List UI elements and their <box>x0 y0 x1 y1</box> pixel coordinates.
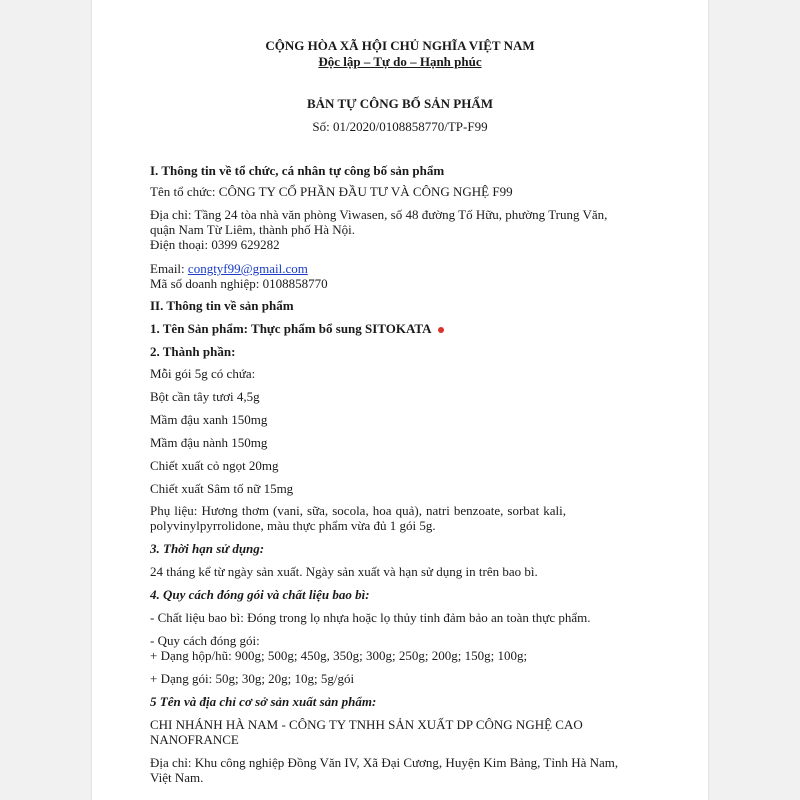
email-label: Email: <box>150 261 188 276</box>
packing-heading: 4. Quy cách đóng gói và chất liệu bao bì: <box>150 587 370 602</box>
organization-name: Tên tổ chức: CÔNG TY CỔ PHẦN ĐẦU TƯ VÀ CÔNG NGHỆ F99 <box>150 184 513 199</box>
ingredient-item: Mầm đậu nành 150mg <box>150 435 268 450</box>
document-title: BẢN TỰ CÔNG BỐ SẢN PHẨM <box>307 96 493 111</box>
organization-address-line2: quận Nam Từ Liêm, thành phố Hà Nội. <box>150 222 356 237</box>
section2-heading: II. Thông tin về sản phẩm <box>150 298 294 313</box>
business-code: Mã số doanh nghiệp: 0108858770 <box>150 276 328 291</box>
organization-phone: Điện thoại: 0399 629282 <box>150 237 280 252</box>
document-number: Số: 01/2020/0108858770/TP-F99 <box>312 119 488 134</box>
product-name <box>150 321 432 336</box>
manufacturer-name-line1: CHI NHÁNH HÀ NAM - CÔNG TY TNHH SẢN XUẤT DP CÔNG NGHỆ CAO <box>150 717 583 732</box>
section1-heading: I. Thông tin về tổ chức, cá nhân tự công bố sản phẩm <box>150 163 445 178</box>
product-name-prefix: 1. Tên Sản phẩm: Thực phẩm bổ sung SITO <box>150 321 396 336</box>
packing-pack-sizes: + Dạng gói: 50g; 30g; 20g; 10g; 5g/gói <box>150 671 355 686</box>
packing-spec-label: - Quy cách đóng gói: <box>150 633 260 648</box>
packing-material: - Chất liệu bao bì: Đóng trong lọ nhựa hoặc lọ thủy tinh đảm bảo an toàn thực phẩm. <box>150 610 591 625</box>
packing-box-sizes: + Dạng hộp/hũ: 900g; 500g; 450g, 350g; 300g; 250g; 200g; 150g; 100g; <box>150 648 528 663</box>
manufacturer-heading: 5 Tên và địa chỉ cơ sở sản xuất sản phẩm: <box>150 694 377 709</box>
manufacturer-name-line2: NANOFRANCE <box>150 732 239 747</box>
manufacturer-address-line1: Địa chỉ: Khu công nghiệp Đồng Văn IV, Xã Đại Cương, Huyện Kim Bảng, Tỉnh Hà Nam, <box>150 755 619 770</box>
ingredient-item: Bột cần tây tươi 4,5g <box>150 389 260 404</box>
excipients-line1: Phụ liệu: Hương thơm (vani, sữa, socola, hoa quả), natri benzoate, sorbat kali, <box>150 503 566 518</box>
per-pack-label: Mỗi gói 5g có chứa: <box>150 366 256 381</box>
shelf-life-text: 24 tháng kể từ ngày sản xuất. Ngày sản xuất và hạn sử dụng in trên bao bì. <box>150 564 538 579</box>
red-dot-mark <box>438 327 444 333</box>
organization-address-line1: Địa chỉ: Tầng 24 tòa nhà văn phòng Viwasen, số 48 đường Tố Hữu, phường Trung Văn, <box>150 207 608 222</box>
ingredient-item: Chiết xuất cỏ ngọt 20mg <box>150 458 279 473</box>
ingredient-item: Mầm đậu xanh 150mg <box>150 412 268 427</box>
national-motto: Độc lập – Tự do – Hạnh phúc <box>318 54 482 69</box>
product-name-suffix: KATA <box>395 321 432 336</box>
ingredients-heading: 2. Thành phần: <box>150 344 236 359</box>
excipients-line2: polyvinylpyrrolidone, màu thực phẩm vừa đủ 1 gói 5g. <box>150 518 436 533</box>
ingredient-item: Chiết xuất Sâm tố nữ 15mg <box>150 481 294 496</box>
shelf-life-heading: 3. Thời hạn sử dụng: <box>150 541 265 556</box>
email-link[interactable]: congtyf99@gmail.com <box>187 261 308 276</box>
organization-email-row <box>150 261 308 276</box>
country-header: CỘNG HÒA XÃ HỘI CHỦ NGHĨA VIỆT NAM <box>265 38 535 53</box>
manufacturer-address-line2: Việt Nam. <box>150 770 204 785</box>
